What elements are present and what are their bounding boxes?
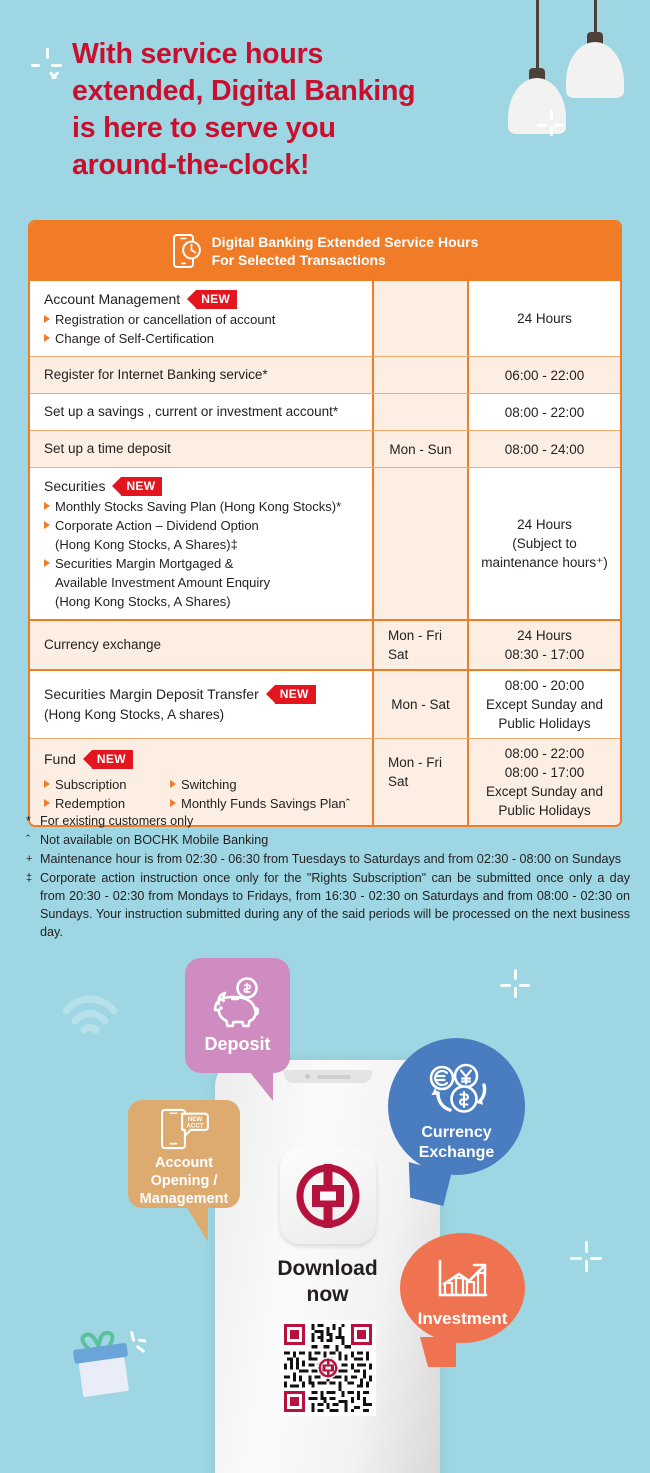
phone-notch	[284, 1070, 372, 1083]
row-title: Set up a time deposit	[44, 441, 171, 456]
bubble-account-opening[interactable]	[128, 1100, 240, 1208]
fund-option	[170, 775, 350, 794]
new-badge: NEW	[121, 477, 162, 496]
footnote-marker: *	[26, 814, 31, 828]
row-bullet	[44, 497, 364, 516]
table-header-line-2: For Selected Transactions	[211, 252, 386, 268]
table-row	[30, 393, 620, 430]
hours-line: 08:00 - 22:00	[504, 404, 585, 420]
download-line-2: now	[306, 1283, 349, 1306]
footnote	[26, 831, 630, 849]
row-label-cell	[30, 394, 374, 430]
row-bullet	[44, 329, 364, 348]
row-title-text: Fund	[44, 751, 76, 767]
hours-line: 08:00 - 22:00	[504, 746, 585, 761]
boc-app-icon[interactable]	[280, 1148, 376, 1244]
days-text: Mon - Fri	[388, 755, 442, 770]
days-text: Mon - Fri	[388, 628, 442, 643]
row-hours-cell	[469, 621, 620, 669]
new-badge: NEW	[92, 750, 133, 769]
row-title	[44, 476, 364, 497]
days-text: Mon - Sat	[391, 697, 450, 712]
bubble-account-label-2: Opening /	[150, 1173, 218, 1189]
bubble-tail	[176, 1206, 208, 1242]
hours-line: (Subject to	[512, 536, 577, 551]
row-title-text: Securities Margin Deposit Transfer	[44, 686, 259, 702]
bubble-deposit-label: Deposit	[204, 1034, 271, 1054]
hero-heading	[72, 36, 492, 184]
row-hours-cell	[469, 431, 620, 467]
table-row	[30, 356, 620, 393]
qr-code-graphic	[284, 1324, 372, 1412]
bullet-text: Monthly Stocks Saving Plan (Hong Kong Stocks)*	[55, 499, 342, 514]
row-title: Currency exchange	[44, 637, 162, 652]
row-days-cell	[374, 671, 469, 738]
fund-options-grid	[44, 775, 364, 813]
fund-option	[170, 794, 350, 813]
row-title	[44, 749, 364, 770]
footnote-marker: ‡	[26, 872, 33, 884]
sparkle-icon	[568, 1240, 604, 1276]
row-days-cell	[374, 621, 469, 669]
bubble-account-label-1: Account	[154, 1155, 213, 1171]
bubble-currency-label-2: Exchange	[418, 1144, 495, 1161]
row-bullet	[44, 554, 364, 573]
bullet-triangle-icon	[44, 559, 50, 567]
sparkle-icon	[534, 108, 568, 142]
hours-line: 24 Hours	[517, 311, 572, 326]
row-title	[44, 684, 364, 705]
camera-icon	[305, 1074, 310, 1079]
bullet-text: Change of Self-Certification	[55, 331, 214, 346]
bubble-investment[interactable]	[400, 1233, 525, 1343]
table-row	[30, 430, 620, 467]
row-bullet	[44, 516, 364, 535]
row-hours-cell	[469, 468, 620, 619]
bar-chart-growth-icon	[435, 1259, 491, 1305]
row-title-text: Securities	[44, 478, 106, 494]
fund-options-column	[44, 775, 170, 813]
table-row	[30, 669, 620, 738]
boc-logo-icon	[291, 1159, 365, 1233]
row-days-cell	[374, 468, 469, 619]
table-row	[30, 467, 620, 619]
row-bullet-continuation	[44, 535, 364, 554]
gift-box-icon	[62, 1325, 146, 1407]
fund-option-text: Redemption	[55, 796, 126, 811]
hours-line: 08:00 - 17:00	[504, 765, 585, 780]
fund-option-text: Switching	[181, 777, 237, 792]
bubble-deposit[interactable]	[185, 958, 290, 1073]
fund-options-column	[170, 775, 350, 813]
row-label-cell	[30, 431, 374, 467]
bullet-text: (Hong Kong Stocks, A Shares)	[55, 594, 231, 609]
row-title-text: Account Management	[44, 291, 181, 307]
hours-line: 24 Hours	[517, 517, 572, 532]
row-hours-cell	[469, 671, 620, 738]
bullet-triangle-icon	[44, 315, 50, 323]
qr-code[interactable]	[280, 1320, 376, 1416]
bullet-text: Corporate Action – Dividend Option	[55, 518, 259, 533]
footnote	[26, 850, 630, 868]
new-badge: NEW	[275, 685, 316, 704]
row-hours-cell	[469, 357, 620, 393]
bullet-triangle-icon	[44, 780, 50, 788]
row-hours-cell	[469, 281, 620, 356]
bullet-triangle-icon	[44, 521, 50, 529]
hours-line: Public Holidays	[498, 803, 591, 818]
hours-line: 08:00 - 20:00	[504, 678, 585, 693]
bullet-text: Securities Margin Mortgaged &	[55, 556, 234, 571]
download-line-1: Download	[277, 1257, 378, 1280]
fund-option-text: Monthly Funds Savings Planˆ	[181, 796, 351, 811]
bullet-text: (Hong Kong Stocks, A Shares)‡	[55, 537, 238, 552]
hero-line-1: With service hours	[72, 38, 324, 70]
speaker-icon	[317, 1075, 351, 1079]
footnote-text: Maintenance hour is from 02:30 - 06:30 from Tuesdays to Saturdays and from 02:30 - 08:00 on Sundays	[40, 852, 622, 866]
fund-option	[44, 775, 170, 794]
table-header-line-1: Digital Banking Extended Service Hours	[211, 234, 479, 250]
row-days-cell	[374, 357, 469, 393]
hours-line: Except Sunday and	[485, 697, 604, 712]
bullet-text: Registration or cancellation of account	[55, 312, 276, 327]
footnote	[26, 869, 630, 941]
table-header	[30, 222, 620, 281]
fund-option-text: Subscription	[55, 777, 127, 792]
row-bullet-continuation	[44, 573, 364, 592]
row-bullet	[44, 310, 364, 329]
currency-exchange-icon	[422, 1062, 492, 1120]
table-row	[30, 619, 620, 669]
bullet-triangle-icon	[170, 780, 176, 788]
bullet-triangle-icon	[170, 799, 176, 807]
hours-line: Except Sunday and	[485, 784, 604, 799]
bubble-currency-label-1: Currency	[421, 1124, 492, 1141]
row-title-line-2: (Hong Kong Stocks, A shares)	[44, 707, 225, 722]
row-days-cell	[374, 431, 469, 467]
row-hours-cell	[469, 394, 620, 430]
wifi-icon	[62, 995, 118, 1039]
row-title: Register for Internet Banking service*	[44, 367, 268, 382]
bubble-investment-label: Investment	[417, 1308, 508, 1328]
footnote	[26, 812, 630, 830]
row-title	[44, 289, 364, 310]
bubble-currency-exchange[interactable]	[388, 1038, 525, 1175]
footnote-text: Not available on BOCHK Mobile Banking	[40, 833, 269, 847]
footnote-marker: ˆ	[26, 833, 31, 847]
bullet-text: Available Investment Amount Enquiry	[55, 575, 271, 590]
row-days-cell	[374, 394, 469, 430]
row-days-cell	[374, 281, 469, 356]
sparkle-icon	[498, 968, 532, 1002]
row-bullet-continuation	[44, 592, 364, 611]
table-row	[30, 281, 620, 356]
fund-option	[44, 794, 170, 813]
bubble-account-label-3: Management	[139, 1191, 229, 1207]
svg-text:ACCT: ACCT	[186, 1122, 204, 1130]
hours-line: 08:00 - 24:00	[504, 441, 585, 457]
footnote-text: Corporate action instruction once only for the "Rights Subscription" can be submitted once only a day from 20:30 - 02:30 from Mondays to Fridays, from 16:30 - 02:30 on Saturdays and from 08:00 - 02:30 on Sundays. Your instruction submitted during any of the said periods will be processed on the next business day.	[40, 871, 630, 939]
hours-line: Public Holidays	[498, 716, 591, 731]
days-text: Sat	[388, 774, 409, 789]
hours-line: 06:00 - 22:00	[504, 367, 585, 383]
footnote-marker: +	[26, 853, 33, 865]
days-text: Mon - Sun	[389, 441, 452, 457]
hours-line: maintenance hours⁺)	[481, 555, 608, 570]
hero-line-4: around-the-clock!	[72, 149, 310, 181]
promo-illustration	[0, 940, 650, 1473]
row-title: Set up a savings , current or investment account*	[44, 404, 339, 419]
row-label-cell	[30, 621, 374, 669]
row-label-cell	[30, 671, 374, 738]
row-label-cell	[30, 281, 374, 356]
svg-text:NEW: NEW	[187, 1115, 203, 1123]
hero-line-2: extended, Digital Banking	[72, 75, 416, 107]
sparkle-icon	[30, 48, 64, 82]
hours-line: 08:30 - 17:00	[504, 647, 585, 662]
service-hours-table	[28, 220, 622, 827]
row-label-cell	[30, 357, 374, 393]
table-header-text	[212, 233, 479, 269]
bubble-tail	[237, 1071, 273, 1101]
footnote-text: For existing customers only	[40, 814, 194, 828]
hours-line: 24 Hours	[517, 628, 572, 643]
days-text: Sat	[388, 647, 409, 662]
mobile-new-account-icon	[157, 1108, 211, 1150]
new-badge: NEW	[196, 290, 237, 309]
footnotes	[26, 812, 630, 942]
phone-clock-icon	[172, 233, 202, 269]
pendant-lamp-icon	[566, 0, 624, 110]
hero-line-3: is here to serve you	[72, 112, 336, 144]
bullet-triangle-icon	[44, 502, 50, 510]
piggy-bank-icon	[207, 977, 269, 1031]
bullet-triangle-icon	[44, 799, 50, 807]
row-label-cell	[30, 468, 374, 619]
bullet-triangle-icon	[44, 334, 50, 342]
